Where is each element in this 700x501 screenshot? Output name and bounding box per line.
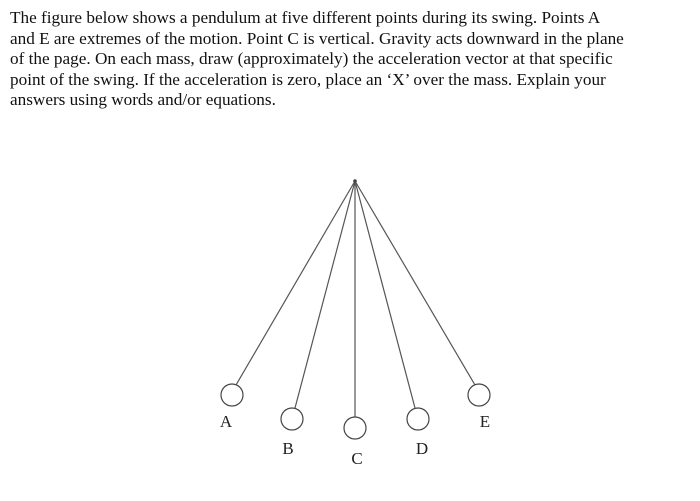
label-d: D bbox=[415, 439, 429, 458]
bob-a bbox=[221, 384, 243, 406]
problem-line-2: and E are extremes of the motion. Point C is vertical. Gravity acts downward in the plane bbox=[10, 28, 624, 48]
problem-line-1: The figure below shows a pendulum at five different points during its swing. Points A bbox=[10, 8, 601, 27]
pendulum-strings bbox=[236, 181, 475, 417]
bob-e bbox=[468, 384, 490, 406]
label-c: C bbox=[351, 449, 363, 468]
bob-b bbox=[281, 408, 303, 430]
bob-d bbox=[407, 408, 429, 430]
problem-line-4: point of the swing. If the acceleration is zero, place an ‘X’ over the mass. Explain your bbox=[10, 69, 606, 89]
label-a: A bbox=[219, 412, 233, 431]
bob-c bbox=[344, 417, 366, 439]
string-a bbox=[236, 181, 355, 385]
problem-line-5: answers using words and/or equations. bbox=[10, 90, 276, 110]
string-b bbox=[295, 181, 355, 408]
string-d bbox=[355, 181, 415, 408]
string-e bbox=[355, 181, 475, 385]
pivot-point bbox=[353, 179, 357, 183]
label-e: E bbox=[479, 412, 491, 431]
problem-line-3: of the page. On each mass, draw (approximately) the acceleration vector at that specific bbox=[10, 49, 613, 69]
label-b: B bbox=[282, 439, 294, 458]
